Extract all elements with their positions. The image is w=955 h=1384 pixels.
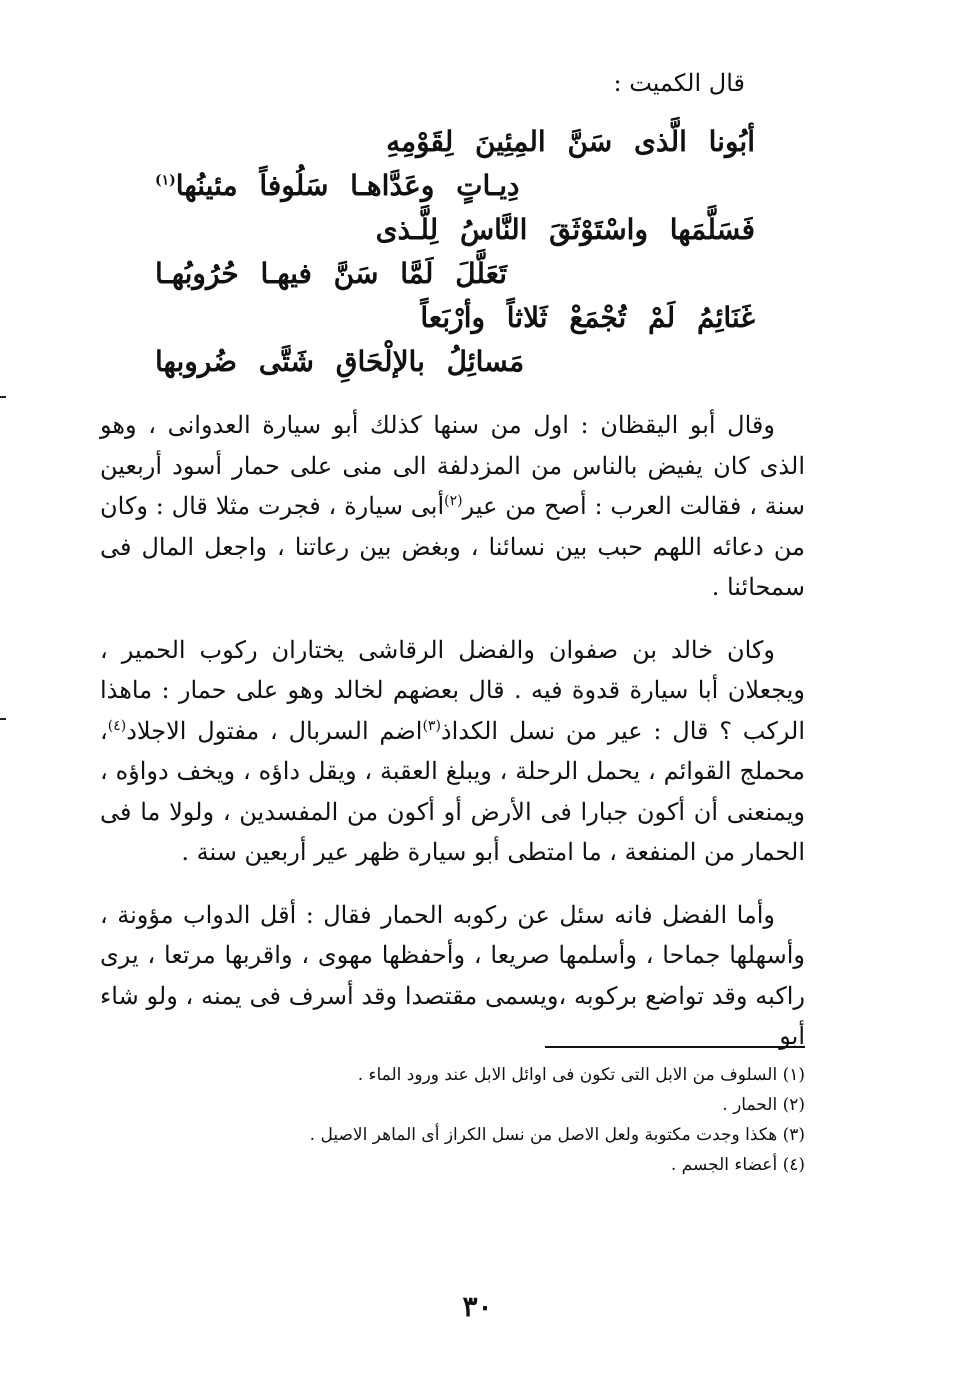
paragraph-1-text-a: وقال أبو اليقظان : اول من سنها كذلك أبو سيارة العدوانى ، وهو الذى كان يفيض بالناس من المزدلفة الى منى على حمار أسود أربعين سنة ، فقالت العرب : أصح من عير <box>100 411 805 520</box>
body-text <box>100 405 805 1079</box>
footnotes <box>100 1060 805 1180</box>
footnote-1: (١) السلوف من الابل التى تكون فى اوائل الابل عند ورود الماء . <box>357 1065 805 1085</box>
verse-3-first-hemistich: غَنَائِمُ لَمْ تُجْمَعْ ثَلاثاً وأرْبَعاً <box>420 301 755 334</box>
paragraph-3-text: وأما الفضل فانه سئل عن ركوبه الحمار فقال : أقل الدواب مؤونة ، وأسهلها جماحا ، وأسلمها صريعا ، وأحفظها مهوى ، واقربها مرتعا ، يرى راكبه وقد تواضع بركوبه ،ويسمى مقتصدا وقد أسرف فى يمنه ، ولو شاء أبو <box>100 900 805 1050</box>
paragraph-1-text-b: أبى سيارة ، فجرت مثلا قال : وكان من دعائه اللهم حبب بين نسائنا ، وبغض بين رعاتنا ، واجعل المال فى سمحائنا . <box>100 492 805 601</box>
paragraph-2-text-c: ، محملج القوائم ، يحمل الرحلة ، ويبلغ العقبة ، ويقل داؤه ، ويخف دواؤه ، ويمنعنى أن أكون جبارا فى الأرض أو أكون من المفسدين ، ولولا ما فى الحمار من المنفعة ، ما امتطى أبو سيارة ظهر عير أربعين سنة . <box>100 716 805 866</box>
paragraph-khalid-ibn-safwan <box>100 630 805 873</box>
paragraph-2-text-a: وكان خالد بن صفوان والفضل الرقاشى يختاران ركوب الحمير ، ويجعلان أبا سيارة قدوة فيه . قال بعضهم لخالد وهو على حمار : ماهذا الركب ؟ قال : عير من نسل الكداذ <box>100 635 805 745</box>
paragraph-abu-al-yaqzan <box>100 405 805 608</box>
verse-3-second-hemistich: مَسائِلُ بالإلْحَاقِ شَتَّى ضُروبها <box>155 345 525 378</box>
paragraph-al-fadl <box>100 895 805 1057</box>
scan-edge-mark <box>0 396 6 398</box>
footnote-4: (٤) أعضاء الجسم . <box>670 1155 805 1175</box>
paragraph-2-text-b: اضم السربال ، مفتول الاجلاد <box>126 716 423 745</box>
footnote-ref-4: (٤) <box>107 717 127 734</box>
footnote-ref-1: (١) <box>155 172 176 189</box>
footnote-separator <box>545 1046 805 1048</box>
verse-2-second-hemistich: تَعَلَّلَ لَمَّا سَنَّ فيهـا حُرُوبُهـا <box>155 257 507 290</box>
footnote-2: (٢) الحمار . <box>722 1095 805 1115</box>
verse-1-second-hemistich <box>155 164 755 208</box>
poem-intro: قال الكميت : <box>613 69 745 97</box>
scan-edge-mark <box>0 718 6 720</box>
page-number: ٣٠ <box>462 1290 493 1323</box>
verse-2-first-hemistich: فَسَلَّمَها واسْتَوْثَقَ النَّاسُ لِلَّـذى <box>375 213 755 246</box>
footnote-ref-2: (٢) <box>444 493 463 509</box>
footnote-3: (٣) هكذا وجدت مكتوبة ولعل الاصل من نسل الكراز أى الماهر الاصيل . <box>309 1125 805 1145</box>
verse-1-second-text: دِيـاتٍ وعَدَّاهـا سَلُوفاً مئينُها <box>175 169 520 202</box>
verse-1-first-hemistich: أبُونا الَّذى سَنَّ المِئِينَ لِقَوْمِهِ <box>386 125 755 158</box>
footnote-ref-3: (٣) <box>422 717 441 734</box>
poem <box>155 120 755 384</box>
